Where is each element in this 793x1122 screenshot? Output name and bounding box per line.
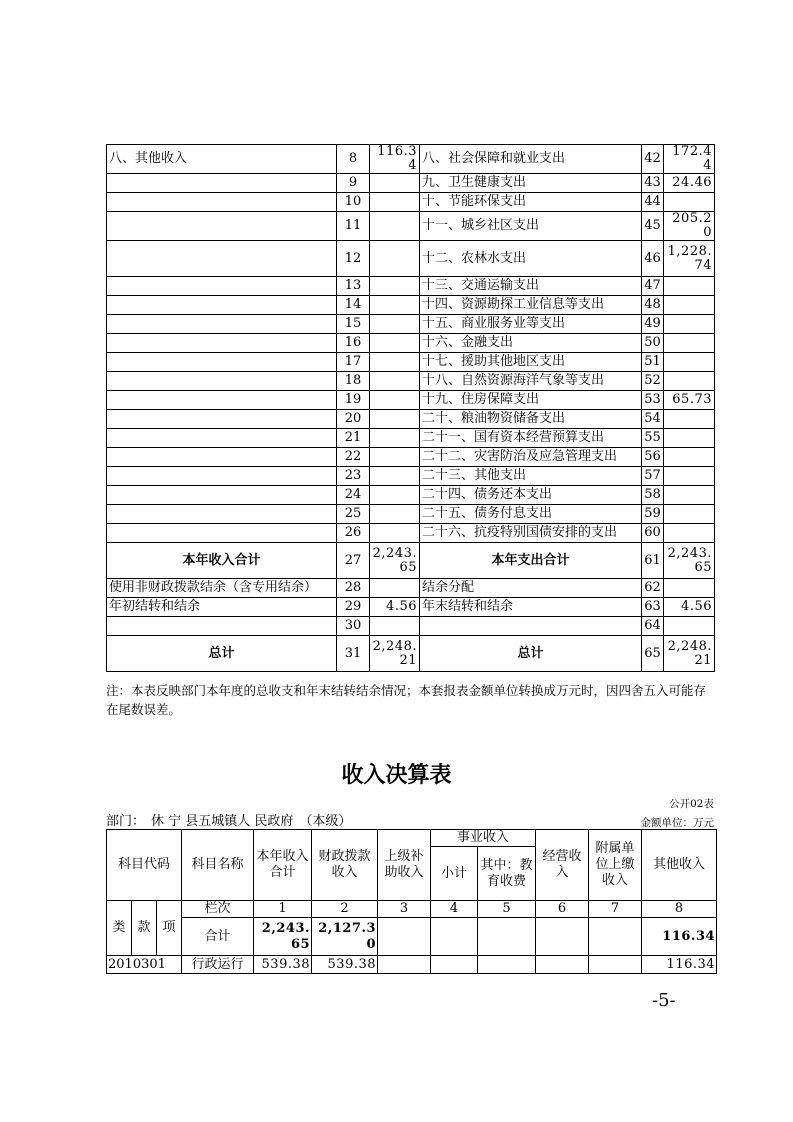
expense-line-number: 53 — [642, 391, 664, 410]
expense-item: 十、节能环保支出 — [420, 193, 642, 212]
total-row-education — [478, 918, 536, 956]
income-line-number: 17 — [337, 353, 370, 372]
column-no-1: 1 — [254, 901, 312, 918]
total-row-fiscal: 2,127.30 — [312, 918, 378, 956]
expense-amount — [664, 505, 715, 524]
income-amount — [370, 467, 420, 486]
income-line-number: 22 — [337, 448, 370, 467]
column-no-2: 2 — [312, 901, 378, 918]
header-fiscal-income: 财政拨款收入 — [312, 830, 378, 901]
expense-item — [420, 617, 642, 636]
income-line-number: 11 — [337, 212, 370, 241]
income-item — [107, 212, 337, 241]
income-amount — [370, 524, 420, 543]
income-item: 八、其他收入 — [107, 145, 337, 174]
expense-line-number: 65 — [642, 636, 664, 672]
expense-item: 二十二、灾害防治及应急管理支出 — [420, 448, 642, 467]
income-item — [107, 334, 337, 353]
income-line-number: 21 — [337, 429, 370, 448]
income-item — [107, 467, 337, 486]
income-amount — [370, 353, 420, 372]
expense-amount — [664, 315, 715, 334]
expense-amount — [664, 448, 715, 467]
expense-line-number: 44 — [642, 193, 664, 212]
income-line-number: 25 — [337, 505, 370, 524]
income-item: 总计 — [107, 636, 337, 672]
income-line-number: 14 — [337, 296, 370, 315]
total-row — [107, 918, 717, 956]
expense-item: 十三、交通运输支出 — [420, 277, 642, 296]
department-label: 部门： — [106, 814, 146, 829]
income-amount — [370, 391, 420, 410]
page-title: 收入决算表 — [341, 763, 452, 788]
table-row — [107, 467, 715, 486]
income-amount — [370, 410, 420, 429]
expense-line-number: 56 — [642, 448, 664, 467]
expense-item: 十二、农林水支出 — [420, 241, 642, 277]
table-row — [107, 524, 715, 543]
income-item — [107, 353, 337, 372]
income-item: 年初结转和结余 — [107, 598, 337, 617]
expense-item: 本年支出合计 — [420, 543, 642, 579]
income-amount — [370, 241, 420, 277]
total-row-total: 2,243.65 — [254, 918, 312, 956]
expense-item: 八、社会保障和就业支出 — [420, 145, 642, 174]
income-amount — [370, 429, 420, 448]
expense-line-number: 63 — [642, 598, 664, 617]
income-line-number: 31 — [337, 636, 370, 672]
income-amount — [370, 277, 420, 296]
total-row-other: 116.34 — [642, 918, 717, 956]
row-operating — [536, 956, 589, 974]
expense-amount: 205.20 — [664, 212, 715, 241]
expense-amount: 2,248.21 — [664, 636, 715, 672]
expense-amount — [664, 410, 715, 429]
expense-line-number: 52 — [642, 372, 664, 391]
column-no-label: 栏次 — [182, 901, 254, 918]
expense-amount — [664, 486, 715, 505]
row-affiliated — [589, 956, 642, 974]
expense-amount — [664, 277, 715, 296]
expense-item: 十八、自然资源海洋气象等支出 — [420, 372, 642, 391]
income-item — [107, 617, 337, 636]
header-lei: 类 — [107, 901, 132, 956]
expense-line-number: 49 — [642, 315, 664, 334]
expense-line-number: 47 — [642, 277, 664, 296]
header-affiliated-income: 附属单位上缴收入 — [589, 830, 642, 901]
column-no-8: 8 — [642, 901, 717, 918]
income-line-number: 26 — [337, 524, 370, 543]
column-number-row — [107, 901, 717, 918]
income-item — [107, 315, 337, 334]
income-amount — [370, 505, 420, 524]
income-line-number: 18 — [337, 372, 370, 391]
expense-item: 十七、援助其他地区支出 — [420, 353, 642, 372]
income-item — [107, 410, 337, 429]
amount-unit: 金额单位：万元 — [640, 817, 714, 829]
row-subtotal — [431, 956, 478, 974]
expense-line-number: 48 — [642, 296, 664, 315]
expense-amount: 1,228.74 — [664, 241, 715, 277]
income-amount: 2,248.21 — [370, 636, 420, 672]
income-line-number: 12 — [337, 241, 370, 277]
income-item: 使用非财政拨款结余（含专用结余） — [107, 579, 337, 598]
income-amount — [370, 174, 420, 193]
expense-line-number: 62 — [642, 579, 664, 598]
income-statement-table — [106, 829, 717, 974]
expense-amount — [664, 467, 715, 486]
expense-amount: 172.44 — [664, 145, 715, 174]
expense-line-number: 50 — [642, 334, 664, 353]
expense-item: 二十四、债务还本支出 — [420, 486, 642, 505]
expense-amount — [664, 296, 715, 315]
income-item — [107, 448, 337, 467]
header-operating-income: 经营收入 — [536, 830, 589, 901]
total-row-superior — [378, 918, 431, 956]
table-row — [107, 296, 715, 315]
total-row-affiliated — [589, 918, 642, 956]
income-line-number: 19 — [337, 391, 370, 410]
income-line-number: 27 — [337, 543, 370, 579]
department-name: 休 宁 县五城镇人 民政府 — [151, 814, 294, 829]
income-amount — [370, 296, 420, 315]
table-row — [107, 372, 715, 391]
expense-line-number: 57 — [642, 467, 664, 486]
income-amount: 116.34 — [370, 145, 420, 174]
income-line-number: 9 — [337, 174, 370, 193]
expense-item: 二十五、债务付息支出 — [420, 505, 642, 524]
column-no-5: 5 — [478, 901, 536, 918]
income-amount — [370, 334, 420, 353]
table-row — [107, 486, 715, 505]
expense-item: 二十六、抗疫特别国债安排的支出 — [420, 524, 642, 543]
expense-item: 十一、城乡社区支出 — [420, 212, 642, 241]
page-number: -5- — [652, 990, 676, 1011]
expense-item: 九、卫生健康支出 — [420, 174, 642, 193]
header-xiang: 项 — [157, 901, 182, 956]
expense-item: 十五、商业服务业等支出 — [420, 315, 642, 334]
expense-item: 二十三、其他支出 — [420, 467, 642, 486]
table-row — [107, 617, 715, 636]
summary-table-body — [107, 145, 715, 672]
expense-amount — [664, 579, 715, 598]
income-line-number: 15 — [337, 315, 370, 334]
header-education-fee: 其中：教育收费 — [478, 847, 536, 901]
income-amount — [370, 212, 420, 241]
expense-amount — [664, 372, 715, 391]
expense-item: 结余分配 — [420, 579, 642, 598]
expense-item: 十六、金融支出 — [420, 334, 642, 353]
total-row-label: 合计 — [182, 918, 254, 956]
expense-line-number: 43 — [642, 174, 664, 193]
expense-amount — [664, 353, 715, 372]
expense-amount: 65.73 — [664, 391, 715, 410]
expense-amount — [664, 524, 715, 543]
table-row — [107, 391, 715, 410]
table-row — [107, 315, 715, 334]
expense-line-number: 54 — [642, 410, 664, 429]
income-amount — [370, 617, 420, 636]
income-line-number: 23 — [337, 467, 370, 486]
table-row — [107, 410, 715, 429]
income-amount: 4.56 — [370, 598, 420, 617]
expense-line-number: 59 — [642, 505, 664, 524]
expense-line-number: 46 — [642, 241, 664, 277]
table-row — [107, 448, 715, 467]
table-note: 注：本表反映部门本年度的总收支和年末结转结余情况；本套报表金额单位转换成万元时，因四舍五入可能存在尾数误差。 — [106, 683, 707, 717]
column-no-4: 4 — [431, 901, 478, 918]
income-item — [107, 296, 337, 315]
total-row-subtotal — [431, 918, 478, 956]
income-item — [107, 174, 337, 193]
header-subject-code: 科目代码 — [107, 830, 182, 901]
table-row — [107, 277, 715, 296]
department-scope: （本级） — [299, 814, 352, 829]
income-expense-summary-table — [106, 144, 715, 672]
income-amount — [370, 193, 420, 212]
row-other: 116.34 — [642, 956, 717, 974]
table-row — [107, 241, 715, 277]
table-row — [107, 334, 715, 353]
expense-amount: 24.46 — [664, 174, 715, 193]
row-fiscal: 539.38 — [312, 956, 378, 974]
income-amount — [370, 579, 420, 598]
expense-line-number: 61 — [642, 543, 664, 579]
income-amount — [370, 486, 420, 505]
header-row-1 — [107, 830, 717, 847]
income-line-number: 30 — [337, 617, 370, 636]
expense-item: 二十、粮油物资储备支出 — [420, 410, 642, 429]
income-amount — [370, 372, 420, 391]
income-amount — [370, 315, 420, 334]
table-row — [107, 636, 715, 672]
expense-item: 十九、住房保障支出 — [420, 391, 642, 410]
table-row — [107, 956, 717, 974]
expense-amount: 4.56 — [664, 598, 715, 617]
table-row — [107, 579, 715, 598]
header-superior-subsidy: 上级补助收入 — [378, 830, 431, 901]
table-row — [107, 353, 715, 372]
row-code: 2010301 — [107, 956, 182, 974]
table-row — [107, 174, 715, 193]
column-no-6: 6 — [536, 901, 589, 918]
income-line-number: 20 — [337, 410, 370, 429]
income-item — [107, 505, 337, 524]
expense-amount — [664, 334, 715, 353]
income-item — [107, 277, 337, 296]
expense-amount — [664, 193, 715, 212]
column-no-3: 3 — [378, 901, 431, 918]
income-item: 本年收入合计 — [107, 543, 337, 579]
income-line-number: 16 — [337, 334, 370, 353]
expense-line-number: 45 — [642, 212, 664, 241]
income-item — [107, 429, 337, 448]
income-line-number: 29 — [337, 598, 370, 617]
table-row — [107, 543, 715, 579]
income-item — [107, 486, 337, 505]
row-superior — [378, 956, 431, 974]
expense-item: 年末结转和结余 — [420, 598, 642, 617]
row-education — [478, 956, 536, 974]
header-total-income: 本年收入合计 — [254, 830, 312, 901]
expense-amount — [664, 617, 715, 636]
expense-amount: 2,243.65 — [664, 543, 715, 579]
table-row — [107, 429, 715, 448]
expense-item: 二十一、国有资本经营预算支出 — [420, 429, 642, 448]
expense-amount — [664, 429, 715, 448]
income-item — [107, 372, 337, 391]
expense-line-number: 55 — [642, 429, 664, 448]
expense-line-number: 51 — [642, 353, 664, 372]
header-other-income: 其他收入 — [642, 830, 717, 901]
income-line-number: 13 — [337, 277, 370, 296]
table-row — [107, 598, 715, 617]
form-code: 公开02表 — [669, 798, 714, 810]
row-total: 539.38 — [254, 956, 312, 974]
expense-line-number: 60 — [642, 524, 664, 543]
income-item — [107, 193, 337, 212]
header-subject-name: 科目名称 — [182, 830, 254, 901]
table-row — [107, 193, 715, 212]
department-line — [106, 810, 357, 829]
income-item — [107, 524, 337, 543]
header-subtotal: 小计 — [431, 847, 478, 901]
expense-item: 总计 — [420, 636, 642, 672]
income-line-number: 28 — [337, 579, 370, 598]
column-no-7: 7 — [589, 901, 642, 918]
expense-item: 十四、资源勘探工业信息等支出 — [420, 296, 642, 315]
income-line-number: 8 — [337, 145, 370, 174]
table-row — [107, 212, 715, 241]
income-item — [107, 241, 337, 277]
income-item — [107, 391, 337, 410]
income-line-number: 24 — [337, 486, 370, 505]
income-line-number: 10 — [337, 193, 370, 212]
header-business-income: 事业收入 — [431, 830, 536, 847]
expense-line-number: 42 — [642, 145, 664, 174]
expense-line-number: 58 — [642, 486, 664, 505]
table-row — [107, 505, 715, 524]
income-amount: 2,243.65 — [370, 543, 420, 579]
total-row-operating — [536, 918, 589, 956]
row-name: 行政运行 — [182, 956, 254, 974]
income-amount — [370, 448, 420, 467]
table-row — [107, 145, 715, 174]
header-kuan: 款 — [132, 901, 157, 956]
expense-line-number: 64 — [642, 617, 664, 636]
